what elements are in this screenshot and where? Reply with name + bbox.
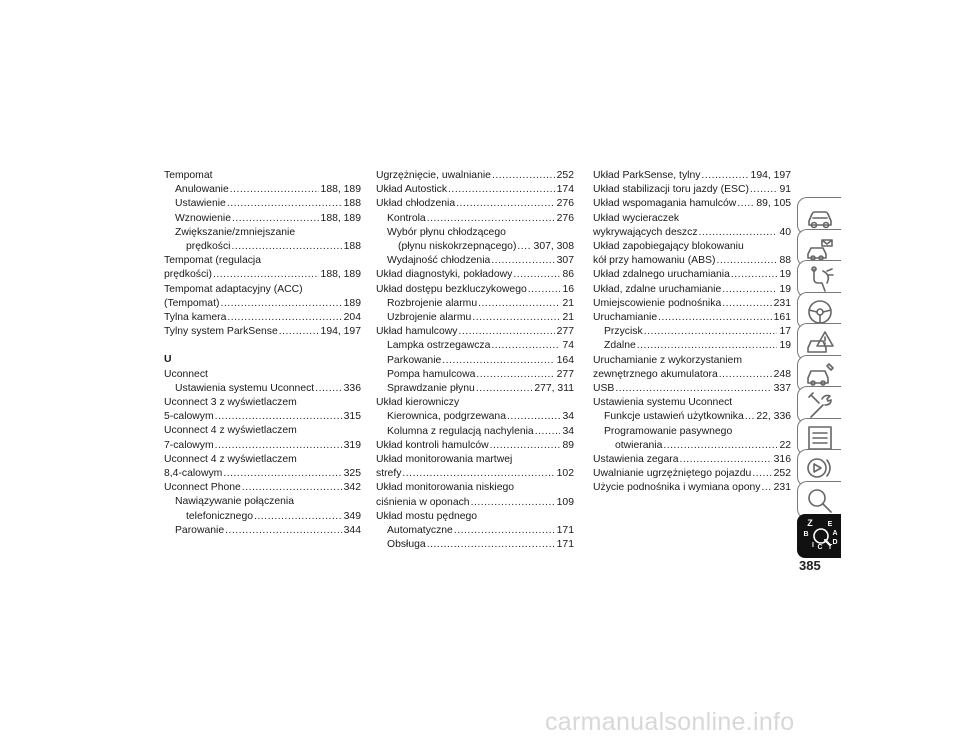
dot-leader <box>223 467 341 481</box>
entry-text: Układ chłodzenia <box>376 198 456 210</box>
entry-text: Układ kierowniczy <box>376 397 460 409</box>
dot-leader <box>517 240 531 254</box>
index-letter: E <box>827 521 833 528</box>
index-heading <box>164 495 361 509</box>
dot-leader <box>745 410 755 424</box>
entry-text: Układ stabilizacji toru jazdy (ESC) <box>593 184 749 196</box>
page-reference: 86 <box>562 269 574 281</box>
dot-leader <box>227 197 342 211</box>
entry-text: Wybór płynu chłodzącego <box>387 226 506 238</box>
index-entry <box>593 169 791 183</box>
page-reference: 19 <box>779 283 791 295</box>
dot-leader <box>225 524 342 538</box>
index-letter: C <box>817 544 823 551</box>
page-reference: 91 <box>779 184 791 196</box>
entry-text: otwierania <box>615 439 663 451</box>
entry-text: Układ mostu pędnego <box>376 510 478 522</box>
dot-leader <box>491 339 560 353</box>
entry-text: Układ diagnostyki, pokładowy <box>376 269 513 281</box>
index-entry <box>593 183 791 197</box>
index-entry <box>593 325 791 339</box>
entry-text: Uruchamianie <box>593 312 658 324</box>
page-reference: 102 <box>556 468 574 480</box>
index-heading <box>376 396 574 410</box>
entry-text: Układ hamulcowy <box>376 326 458 338</box>
page-reference: 194, 197 <box>750 170 791 181</box>
entry-text: Programowanie pasywnego <box>604 425 733 437</box>
dot-leader <box>658 311 772 325</box>
dot-leader <box>492 169 555 183</box>
dot-leader <box>535 425 561 439</box>
section-letter: U <box>164 354 172 366</box>
chapter-tab[interactable] <box>797 514 841 558</box>
entry-text: Funkcje ustawień użytkownika <box>604 411 744 423</box>
dot-leader <box>637 339 778 353</box>
dot-leader <box>472 311 560 325</box>
entry-text: 7-calowym <box>164 439 214 451</box>
entry-text: Ustawienia systemu Uconnect <box>593 397 733 409</box>
page-reference: 188, 189 <box>320 269 361 281</box>
page-reference: 74 <box>562 340 574 352</box>
entry-text: Uzbrojenie alarmu <box>387 312 472 324</box>
entry-text: Uwalnianie ugrzężniętego pojazdu <box>593 468 752 480</box>
index-entry <box>593 467 791 481</box>
page-reference: 88 <box>779 255 791 267</box>
entry-text: Tempomat (regulacja <box>164 255 262 267</box>
index-entry <box>376 354 574 368</box>
entry-text: Układ kontroli hamulców <box>376 439 489 451</box>
page-reference: 40 <box>779 226 791 238</box>
page-reference: 16 <box>562 283 574 295</box>
dot-leader <box>490 439 561 453</box>
index-entry <box>376 212 574 226</box>
page-reference: 188 <box>343 241 361 253</box>
multimedia-icon <box>805 454 835 484</box>
dot-leader <box>230 183 319 197</box>
dot-leader <box>231 240 341 254</box>
chapter-tab[interactable] <box>797 481 841 519</box>
index-letter: T <box>827 544 833 551</box>
entry-text: wykrywających deszcz <box>593 226 698 238</box>
footer-watermark: carmanualsonline.info <box>545 708 795 736</box>
page-reference: 349 <box>343 510 361 522</box>
dot-leader <box>215 410 342 424</box>
index-entry <box>593 226 791 240</box>
page-reference: 189 <box>343 297 361 309</box>
index-entry <box>376 283 574 297</box>
car-key-icon <box>805 234 835 264</box>
index-entry <box>593 453 791 467</box>
index-entry <box>164 524 361 538</box>
entry-text: Układ monitorowania niskiego <box>376 482 515 494</box>
page-reference: 204 <box>343 312 361 324</box>
page-reference: 276 <box>556 198 574 210</box>
index-entry <box>164 240 361 254</box>
index-heading <box>593 212 791 226</box>
entry-text: Kolumna z regulacją nachylenia <box>387 425 534 437</box>
index-heading <box>376 481 574 495</box>
page-reference: 194, 197 <box>320 326 361 338</box>
dot-leader <box>722 283 777 297</box>
warning-car-icon <box>805 328 835 358</box>
page-reference: 174 <box>556 184 574 196</box>
index-entry <box>164 212 361 226</box>
entry-text: Automatyczne <box>387 525 453 537</box>
entry-text: Uconnect 4 z wyświetlaczem <box>164 425 297 437</box>
index-column-1 <box>164 169 361 538</box>
entry-text: Nawiązywanie połączenia <box>175 496 294 508</box>
airbag-seat-icon <box>805 265 835 295</box>
index-letter: B <box>803 531 809 538</box>
page-reference: 252 <box>556 170 574 181</box>
dot-leader <box>442 354 554 368</box>
index-entry <box>593 268 791 282</box>
entry-text: prędkości) <box>164 269 212 281</box>
page-reference: 315 <box>343 411 361 423</box>
page-reference: 337 <box>773 383 791 395</box>
page-reference: 161 <box>773 312 791 324</box>
dot-leader <box>215 439 342 453</box>
section-gap <box>164 339 361 353</box>
index-heading <box>164 424 361 438</box>
index-entry <box>376 169 574 183</box>
entry-text: USB <box>593 383 615 395</box>
page-reference: 19 <box>779 340 791 352</box>
index-column-3 <box>593 169 791 496</box>
page-reference: 89 <box>562 439 574 451</box>
page-reference: 277 <box>556 326 574 338</box>
entry-text: Tempomat <box>164 170 213 181</box>
page-reference: 34 <box>562 411 574 423</box>
entry-text: Rozbrojenie alarmu <box>387 297 478 309</box>
entry-text: Kierownica, podgrzewana <box>387 411 506 423</box>
index-entry <box>593 439 791 453</box>
entry-text: Umiejscowienie podnośnika <box>593 297 722 309</box>
entry-text: Ustawienia zegara <box>593 454 679 466</box>
entry-text: zewnętrznego akumulatora <box>593 368 718 380</box>
page-reference: 22 <box>779 439 791 451</box>
index-entry <box>376 496 574 510</box>
dot-leader <box>750 183 778 197</box>
index-heading <box>593 425 791 439</box>
dot-leader <box>471 496 555 510</box>
entry-text: Układ monitorowania martwej <box>376 454 513 466</box>
page-reference: 188 <box>343 198 361 210</box>
index-entry <box>376 439 574 453</box>
steering-wheel-icon <box>805 297 835 327</box>
entry-text: Tylny system ParkSense <box>164 326 278 338</box>
page-reference: 171 <box>556 539 574 551</box>
index-heading <box>164 283 361 297</box>
index-entry <box>593 339 791 353</box>
dot-leader <box>679 453 771 467</box>
dot-leader <box>737 197 754 211</box>
dot-leader <box>402 467 554 481</box>
dot-leader <box>699 226 778 240</box>
index-letter: A <box>832 530 838 537</box>
entry-text: Układ ParkSense, tylny <box>593 170 701 181</box>
entry-text: Tylna kamera <box>164 312 227 324</box>
car-service-icon <box>805 360 835 390</box>
dot-leader <box>528 283 561 297</box>
entry-text: Ustawienie <box>175 198 226 210</box>
page-reference: 307 <box>556 255 574 267</box>
entry-text: Uconnect <box>164 368 208 380</box>
index-entry <box>376 524 574 538</box>
dot-leader <box>752 467 771 481</box>
tools-icon <box>805 391 835 421</box>
entry-text: Kontrola <box>387 212 426 224</box>
dot-leader <box>315 382 341 396</box>
index-letter: D <box>832 539 838 546</box>
entry-text: Lampka ostrzegawcza <box>387 340 491 352</box>
page-reference: 336 <box>343 382 361 394</box>
index-entry <box>376 311 574 325</box>
dot-leader <box>254 510 342 524</box>
page-reference: 248 <box>773 368 791 380</box>
entry-text: Wznowienie <box>175 212 232 224</box>
dot-leader <box>232 212 319 226</box>
page-reference: 22, 336 <box>756 411 791 423</box>
index-entry <box>164 510 361 524</box>
entry-text: Układ Autostick <box>376 184 448 196</box>
index-heading <box>593 354 791 368</box>
index-entry <box>376 240 574 254</box>
index-entry <box>164 439 361 453</box>
index-entry <box>593 368 791 382</box>
index-entry <box>376 425 574 439</box>
entry-text: Zdalne <box>604 340 636 352</box>
entry-text: Uconnect 4 z wyświetlaczem <box>164 453 297 465</box>
page-reference: 344 <box>343 524 361 536</box>
entry-text: Układ dostępu bezkluczykowego <box>376 283 527 295</box>
dot-leader <box>716 254 777 268</box>
index-heading <box>164 169 361 183</box>
dot-leader <box>454 524 555 538</box>
entry-text: Parkowanie <box>387 354 442 366</box>
index-entry <box>164 183 361 197</box>
dot-leader <box>615 382 771 396</box>
dot-leader <box>476 368 554 382</box>
dot-leader <box>227 311 341 325</box>
page-reference: 342 <box>343 482 361 494</box>
index-entry <box>593 197 791 211</box>
index-entry <box>376 538 574 552</box>
index-entry <box>164 268 361 282</box>
dot-leader <box>427 538 555 552</box>
index-letter: Z <box>807 518 813 528</box>
entry-text: (płynu niskokrzepnącego) <box>398 241 517 253</box>
page-reference: 231 <box>773 482 791 494</box>
entry-text: Pompa hamulcowa <box>387 368 476 380</box>
dot-leader <box>644 325 778 339</box>
page-reference: 316 <box>773 454 791 466</box>
entry-text: Sprawdzanie płynu <box>387 383 475 395</box>
entry-text: ciśnienia w oponach <box>376 496 470 508</box>
dot-leader <box>279 325 319 339</box>
index-entry <box>376 183 574 197</box>
index-entry <box>376 339 574 353</box>
entry-text: telefonicznego <box>186 510 254 522</box>
page-reference: 277, 311 <box>534 383 574 395</box>
entry-text: Uconnect 3 z wyświetlaczem <box>164 397 297 409</box>
index-entry <box>164 325 361 339</box>
index-entry <box>376 197 574 211</box>
index-entry <box>593 297 791 311</box>
index-entry <box>593 481 791 495</box>
page-reference: 276 <box>556 212 574 224</box>
dot-leader <box>701 169 748 183</box>
dot-leader <box>242 481 342 495</box>
page-reference: 171 <box>556 525 574 537</box>
index-entry <box>164 297 361 311</box>
index-entry <box>376 297 574 311</box>
index-entry <box>164 481 361 495</box>
index-heading <box>164 453 361 467</box>
index-entry <box>593 311 791 325</box>
alphabet-index-icon <box>802 518 840 554</box>
page-reference: 19 <box>779 269 791 281</box>
index-entry <box>593 382 791 396</box>
index-entry <box>376 268 574 282</box>
index-heading <box>164 254 361 268</box>
dot-leader <box>220 297 341 311</box>
dot-leader <box>722 297 771 311</box>
page-reference: 307, 308 <box>533 241 574 253</box>
entry-text: 5-calowym <box>164 411 214 423</box>
entry-text: Tempomat adaptacyjny (ACC) <box>164 283 303 295</box>
page-reference: 188, 189 <box>320 212 361 224</box>
entry-text: Przycisk <box>604 326 643 338</box>
dot-leader <box>663 439 777 453</box>
page-reference: 89, 105 <box>756 198 791 210</box>
index-heading <box>593 396 791 410</box>
dot-leader <box>427 212 555 226</box>
page-reference: 325 <box>343 468 361 480</box>
index-entry <box>164 197 361 211</box>
dot-leader <box>507 410 560 424</box>
index-entry <box>376 382 574 396</box>
entry-text: Ugrzężnięcie, uwalnianie <box>376 170 491 181</box>
dot-leader <box>458 325 554 339</box>
page-reference: 231 <box>773 297 791 309</box>
page-reference: 252 <box>773 468 791 480</box>
entry-text: Anulowanie <box>175 184 229 196</box>
entry-text: Użycie podnośnika i wymiana opony <box>593 482 761 494</box>
dot-leader <box>456 197 555 211</box>
entry-text: Uconnect Phone <box>164 482 241 494</box>
index-column-2 <box>376 169 574 552</box>
page-reference: 319 <box>343 439 361 451</box>
page-reference: 277 <box>556 368 574 380</box>
index-entry <box>164 410 361 424</box>
dot-leader <box>762 481 772 495</box>
index-entry <box>593 254 791 268</box>
index-letter: I <box>812 542 814 549</box>
specifications-list-icon <box>805 423 835 453</box>
chapter-tab-strip <box>797 197 843 551</box>
index-heading <box>164 226 361 240</box>
index-entry <box>376 410 574 424</box>
entry-text: (Tempomat) <box>164 297 220 309</box>
entry-text: Układ wycieraczek <box>593 212 680 224</box>
index-entry <box>376 368 574 382</box>
page-reference: 34 <box>562 425 574 437</box>
entry-text: Parowanie <box>175 524 225 536</box>
index-entry <box>376 467 574 481</box>
dot-leader <box>476 382 533 396</box>
dot-leader <box>731 268 778 282</box>
index-entry <box>593 283 791 297</box>
page-reference: 21 <box>562 297 574 309</box>
page-number: 385 <box>799 558 821 573</box>
entry-text: Wydajność chłodzenia <box>387 255 491 267</box>
index-heading <box>376 510 574 524</box>
index-heading <box>376 453 574 467</box>
entry-text: 8,4-calowym <box>164 468 223 480</box>
entry-text: Układ wspomagania hamulców <box>593 198 737 210</box>
index-heading <box>376 226 574 240</box>
page-reference: 164 <box>556 354 574 366</box>
index-entry <box>164 311 361 325</box>
entry-text: prędkości <box>186 241 231 253</box>
entry-text: Uruchamianie z wykorzystaniem <box>593 354 742 366</box>
index-heading <box>593 240 791 254</box>
page-reference: 109 <box>556 496 574 508</box>
entry-text: Układ zdalnego uruchamiania <box>593 269 730 281</box>
entry-text: Układ, zdalne uruchamianie <box>593 283 722 295</box>
entry-text: kół przy hamowaniu (ABS) <box>593 255 716 267</box>
magnifier-icon <box>805 486 835 516</box>
entry-text: strefy <box>376 468 402 480</box>
dot-leader <box>213 268 319 282</box>
page-reference: 17 <box>779 326 791 338</box>
dot-leader <box>491 254 554 268</box>
index-entry <box>164 467 361 481</box>
index-entry <box>593 410 791 424</box>
index-heading <box>164 396 361 410</box>
dot-leader <box>719 368 772 382</box>
index-heading <box>164 368 361 382</box>
page-reference: 21 <box>562 312 574 324</box>
dot-leader <box>448 183 555 197</box>
index-entry <box>376 325 574 339</box>
entry-text: Ustawienia systemu Uconnect <box>175 382 315 394</box>
dot-leader <box>513 268 560 282</box>
entry-text: Obsługa <box>387 539 426 551</box>
entry-text: Zwiększanie/zmniejszanie <box>175 226 296 238</box>
page-reference: 188, 189 <box>320 184 361 196</box>
car-icon <box>805 202 835 232</box>
entry-text: Układ zapobiegający blokowaniu <box>593 241 744 253</box>
index-entry <box>164 382 361 396</box>
index-entry <box>376 254 574 268</box>
dot-leader <box>478 297 560 311</box>
